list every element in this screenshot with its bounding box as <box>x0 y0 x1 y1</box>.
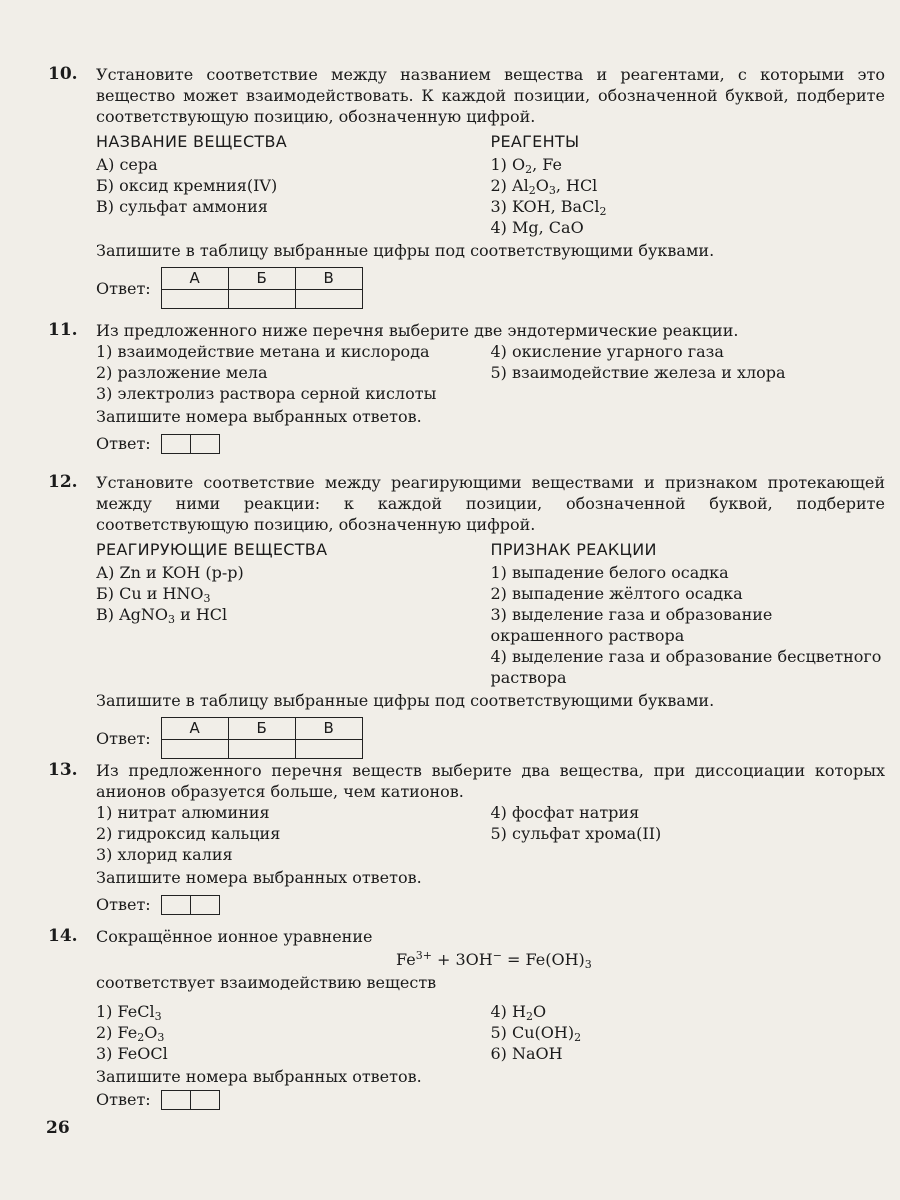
option-4: 4) фосфат натрия <box>490 803 640 822</box>
answer-cell-a[interactable] <box>161 740 228 759</box>
answer-label: Ответ: <box>96 1090 151 1109</box>
answer-cell-v[interactable] <box>295 290 362 309</box>
option-2: 2) гидроксид кальция <box>96 824 281 843</box>
answer-cell-a[interactable] <box>161 290 228 309</box>
instruction: Запишите номера выбранных ответов. <box>96 407 422 426</box>
question-text: Сокращённое ионное уравнение <box>96 927 373 946</box>
option-v: В) AgNO$_3$ и HCl <box>96 605 228 626</box>
option-b: Б) Cu и $HNO_3$ <box>96 584 211 605</box>
answer-label: Ответ: <box>96 728 151 748</box>
question-number: 10. <box>48 64 78 84</box>
header-b: Б <box>228 268 295 290</box>
question-text: Из предложенного перечня веществ выберите два вещества, при диссоциации которых анионов образуется больше, чем катионов. <box>96 761 885 801</box>
option-3: 3) FeOCl <box>96 1044 168 1063</box>
header-v: В <box>295 268 362 290</box>
question-10 <box>40 64 885 309</box>
option-3: 3) хлорид калия <box>96 845 233 864</box>
answer-table <box>161 717 363 759</box>
option-5: 5) сульфат хрома(II) <box>490 824 662 843</box>
header-a: А <box>161 718 228 740</box>
reagent-option-4: 4) Mg, CaO <box>490 218 584 237</box>
question-number: 13. <box>48 760 78 780</box>
answer-row <box>96 1089 885 1110</box>
option-1: 1) нитрат алюминия <box>96 803 270 822</box>
sign-option-2: 2) выпадение жёлтого осадка <box>490 584 743 603</box>
instruction: Запишите в таблицу выбранные цифры под соответствующими буквами. <box>96 691 715 710</box>
answer-cell-b[interactable] <box>228 290 295 309</box>
sign-option-3: 3) выделение газа и образование окрашенного раствора <box>490 605 773 645</box>
answer-boxes <box>161 1090 220 1110</box>
option-2: 2) разложение мела <box>96 363 268 382</box>
answer-row <box>96 717 885 759</box>
question-text: Из предложенного ниже перечня выберите две эндотермические реакции. <box>96 321 739 340</box>
page-number: 26 <box>46 1118 70 1138</box>
option-6: 6) NaOH <box>490 1044 563 1063</box>
question-text: Установите соответствие между реагирующими веществами и признаком протекающей между ними реакции: к каждой позиции, обозначенной буквой, подберите соответствующую позицию, обозначенную цифрой. <box>96 473 885 534</box>
answer-label: Ответ: <box>96 434 151 453</box>
sign-option-4: 4) выделение газа и образование бесцветного раствора <box>490 647 882 687</box>
header-b: Б <box>228 718 295 740</box>
answer-row <box>96 267 885 309</box>
option-4: 4) $H_2O$ <box>490 1002 547 1023</box>
option-1: 1) FeCl$_3$ <box>96 1002 162 1023</box>
option-3: 3) электролиз раствора серной кислоты <box>96 384 437 403</box>
instruction: Запишите номера выбранных ответов. <box>96 1067 422 1086</box>
header-a: А <box>161 268 228 290</box>
question-number: 11. <box>48 320 78 340</box>
question-12 <box>40 472 885 759</box>
option-a: А) сера <box>96 155 158 174</box>
option-5: 5) $Cu(OH)_2$ <box>490 1023 582 1044</box>
answer-box-2[interactable] <box>190 1090 219 1109</box>
answer-table <box>161 267 363 309</box>
reagent-option-2: 2) $Al_2O_3$, HCl <box>490 176 598 197</box>
instruction: Запишите в таблицу выбранные цифры под соответствующими буквами. <box>96 241 715 260</box>
answer-box-2[interactable] <box>190 895 219 914</box>
answer-box-1[interactable] <box>161 895 190 914</box>
answer-box-2[interactable] <box>190 434 219 453</box>
question-text-continued: соответствует взаимодействию веществ <box>96 973 437 992</box>
reagent-option-3: 3) KOH, BaCl$_2$ <box>490 197 607 218</box>
answer-row <box>96 433 885 454</box>
question-11 <box>40 320 885 454</box>
option-4: 4) окисление угарного газа <box>490 342 724 361</box>
option-2: 2) $Fe_2O_3$ <box>96 1023 165 1044</box>
question-14 <box>40 926 885 1110</box>
option-a: А) Zn и KOH (р-р) <box>96 563 244 582</box>
column-heading-sign: ПРИЗНАК РЕАКЦИИ <box>490 540 657 559</box>
answer-boxes <box>161 895 220 915</box>
answer-label: Ответ: <box>96 278 151 298</box>
instruction: Запишите номера выбранных ответов. <box>96 868 422 887</box>
answer-label: Ответ: <box>96 895 151 914</box>
column-heading-substance: НАЗВАНИЕ ВЕЩЕСТВА <box>96 132 288 151</box>
option-v: В) сульфат аммония <box>96 197 268 216</box>
option-5: 5) взаимодействие железа и хлора <box>490 363 786 382</box>
answer-row <box>96 894 885 915</box>
sign-option-1: 1) выпадение белого осадка <box>490 563 729 582</box>
option-1: 1) взаимодействие метана и кислорода <box>96 342 430 361</box>
column-heading-reagents: РЕАГЕНТЫ <box>490 132 580 151</box>
ionic-equation: $Fe^{3+} + 3OH^- = Fe(OH)_3$ <box>396 949 592 971</box>
option-b: Б) оксид кремния(IV) <box>96 176 278 195</box>
header-v: В <box>295 718 362 740</box>
answer-boxes <box>161 434 220 454</box>
answer-cell-b[interactable] <box>228 740 295 759</box>
answer-box-1[interactable] <box>161 1090 190 1109</box>
question-number: 14. <box>48 926 78 946</box>
answer-box-1[interactable] <box>161 434 190 453</box>
reagent-option-1: 1) $O_2$, Fe <box>490 155 562 176</box>
answer-cell-v[interactable] <box>295 740 362 759</box>
question-number: 12. <box>48 472 78 492</box>
question-text: Установите соответствие между названием вещества и реагентами, с которыми это вещество может взаимодействовать. К каждой позиции, обозначенной буквой, подберите соответствующую позицию, обозначенную цифрой. <box>96 65 885 126</box>
column-heading-reactants: РЕАГИРУЮЩИЕ ВЕЩЕСТВА <box>96 540 328 559</box>
question-13 <box>40 760 885 915</box>
